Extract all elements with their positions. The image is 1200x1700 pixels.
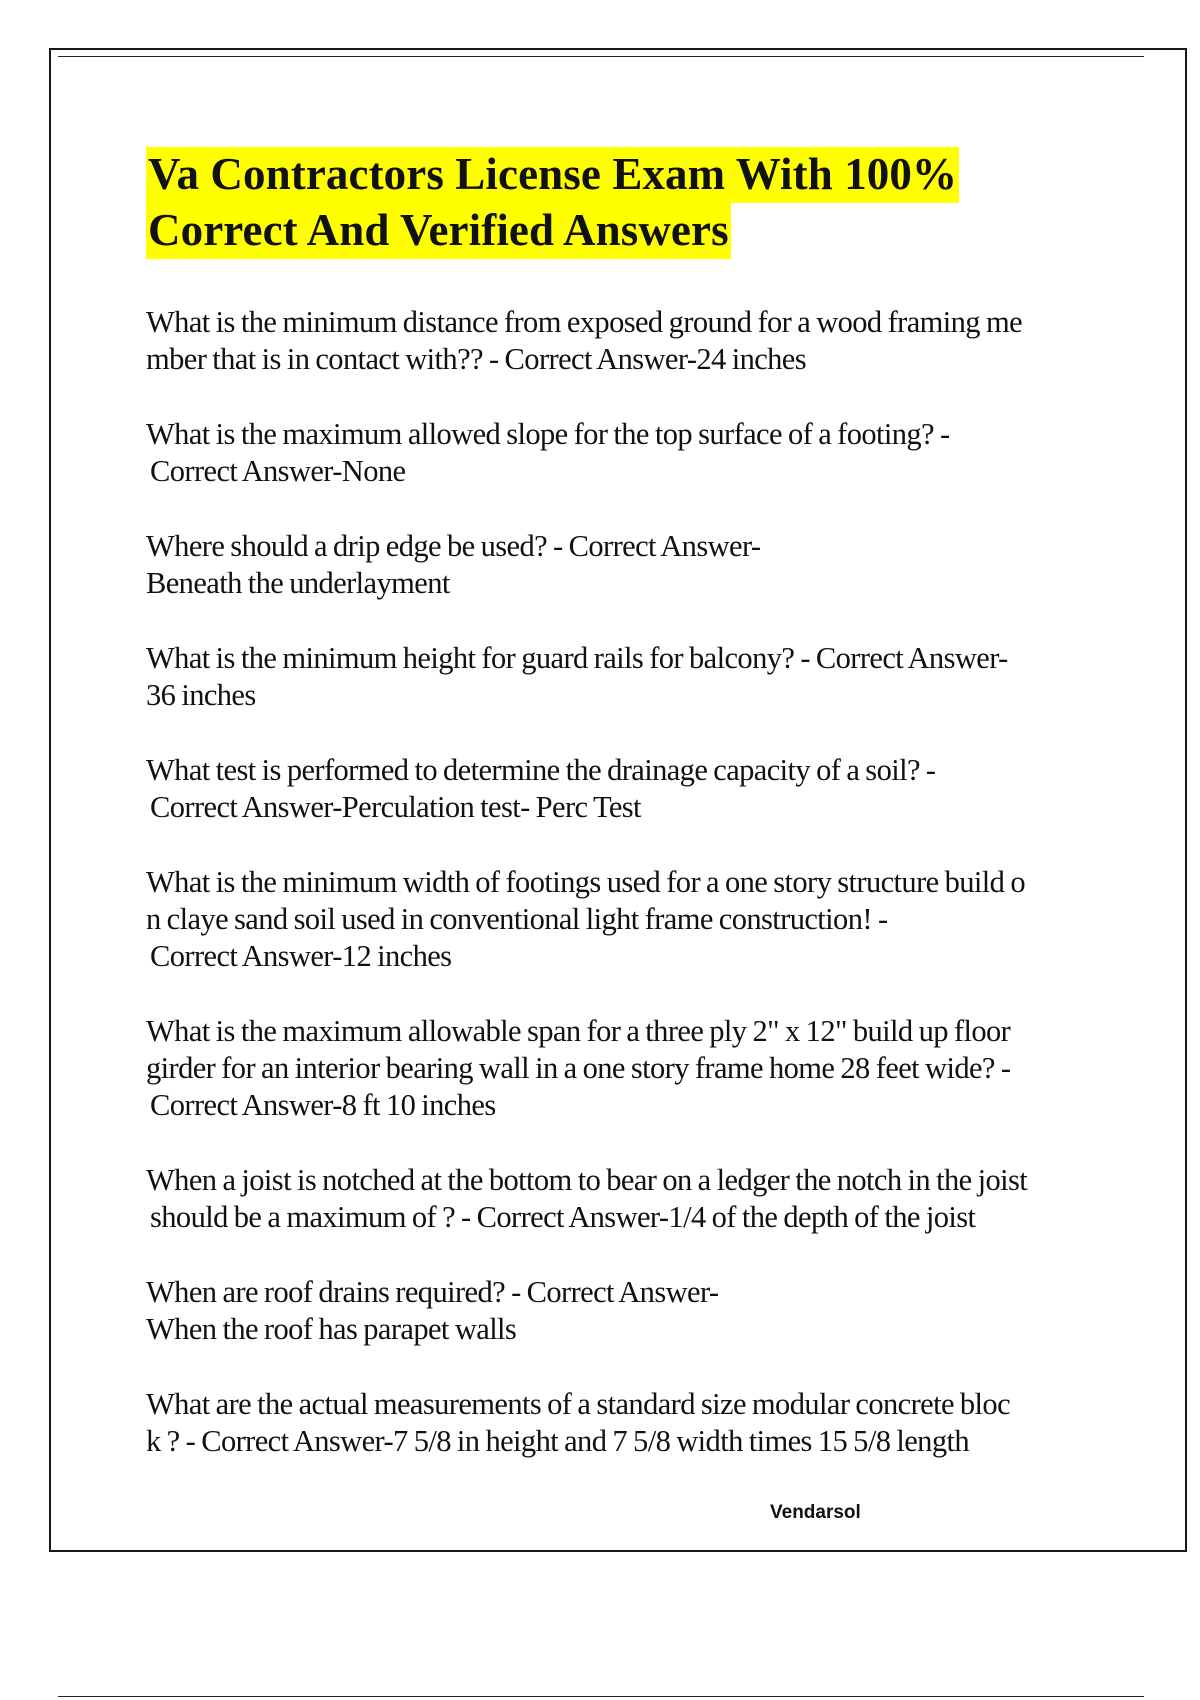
document-content xyxy=(146,146,1106,1498)
document-title xyxy=(146,146,1106,258)
qa-line: Correct Answer-None xyxy=(150,454,406,488)
footer-brand: Vendarsol xyxy=(770,1502,861,1523)
qa-item xyxy=(146,864,1106,975)
qa-line: When are roof drains required? - Correct Answer- xyxy=(146,1275,719,1309)
qa-item xyxy=(146,528,1106,602)
bottom-rule xyxy=(58,1696,1144,1697)
qa-line: When a joist is notched at the bottom to bear on a ledger the notch in the joist xyxy=(146,1163,1028,1197)
title-line: Correct And Verified Answers xyxy=(146,203,731,259)
qa-line: What is the minimum width of footings used for a one story structure build o xyxy=(146,865,1025,899)
qa-line: What is the maximum allowed slope for the top surface of a footing? - xyxy=(146,417,950,451)
qa-line: girder for an interior bearing wall in a one story frame home 28 feet wide? - xyxy=(146,1051,1011,1085)
qa-line: Where should a drip edge be used? - Correct Answer- xyxy=(146,529,761,563)
qa-line: Beneath the underlayment xyxy=(146,566,450,600)
qa-item xyxy=(146,416,1106,490)
qa-item xyxy=(146,304,1106,378)
qa-line: n claye sand soil used in conventional light frame construction! - xyxy=(146,902,888,936)
qa-line: Correct Answer-8 ft 10 inches xyxy=(150,1088,496,1122)
qa-line: What test is performed to determine the drainage capacity of a soil? - xyxy=(146,753,936,787)
qa-item xyxy=(146,1274,1106,1348)
qa-line: When the roof has parapet walls xyxy=(146,1312,517,1346)
title-line: Va Contractors License Exam With 100% xyxy=(146,147,959,203)
qa-line: 36 inches xyxy=(146,678,256,712)
qa-item xyxy=(146,640,1106,714)
qa-line: What is the maximum allowable span for a three ply 2" x 12" build up floor xyxy=(146,1014,1011,1048)
qa-line: Correct Answer-Perculation test- Perc Test xyxy=(150,790,641,824)
qa-item xyxy=(146,752,1106,826)
qa-line: What are the actual measurements of a standard size modular concrete bloc xyxy=(146,1387,1011,1421)
qa-line: should be a maximum of ? - Correct Answer-1/4 of the depth of the joist xyxy=(150,1200,976,1234)
qa-item xyxy=(146,1162,1106,1236)
qa-line: mber that is in contact with?? - Correct Answer-24 inches xyxy=(146,342,807,376)
qa-line: What is the minimum height for guard rails for balcony? - Correct Answer- xyxy=(146,641,1008,675)
qa-line: k ? - Correct Answer-7 5/8 in height and 7 5/8 width times 15 5/8 length xyxy=(146,1424,970,1458)
qa-line: Correct Answer-12 inches xyxy=(150,939,452,973)
qa-line: What is the minimum distance from exposed ground for a wood framing me xyxy=(146,305,1023,339)
qa-item xyxy=(146,1013,1106,1124)
qa-item xyxy=(146,1386,1106,1460)
